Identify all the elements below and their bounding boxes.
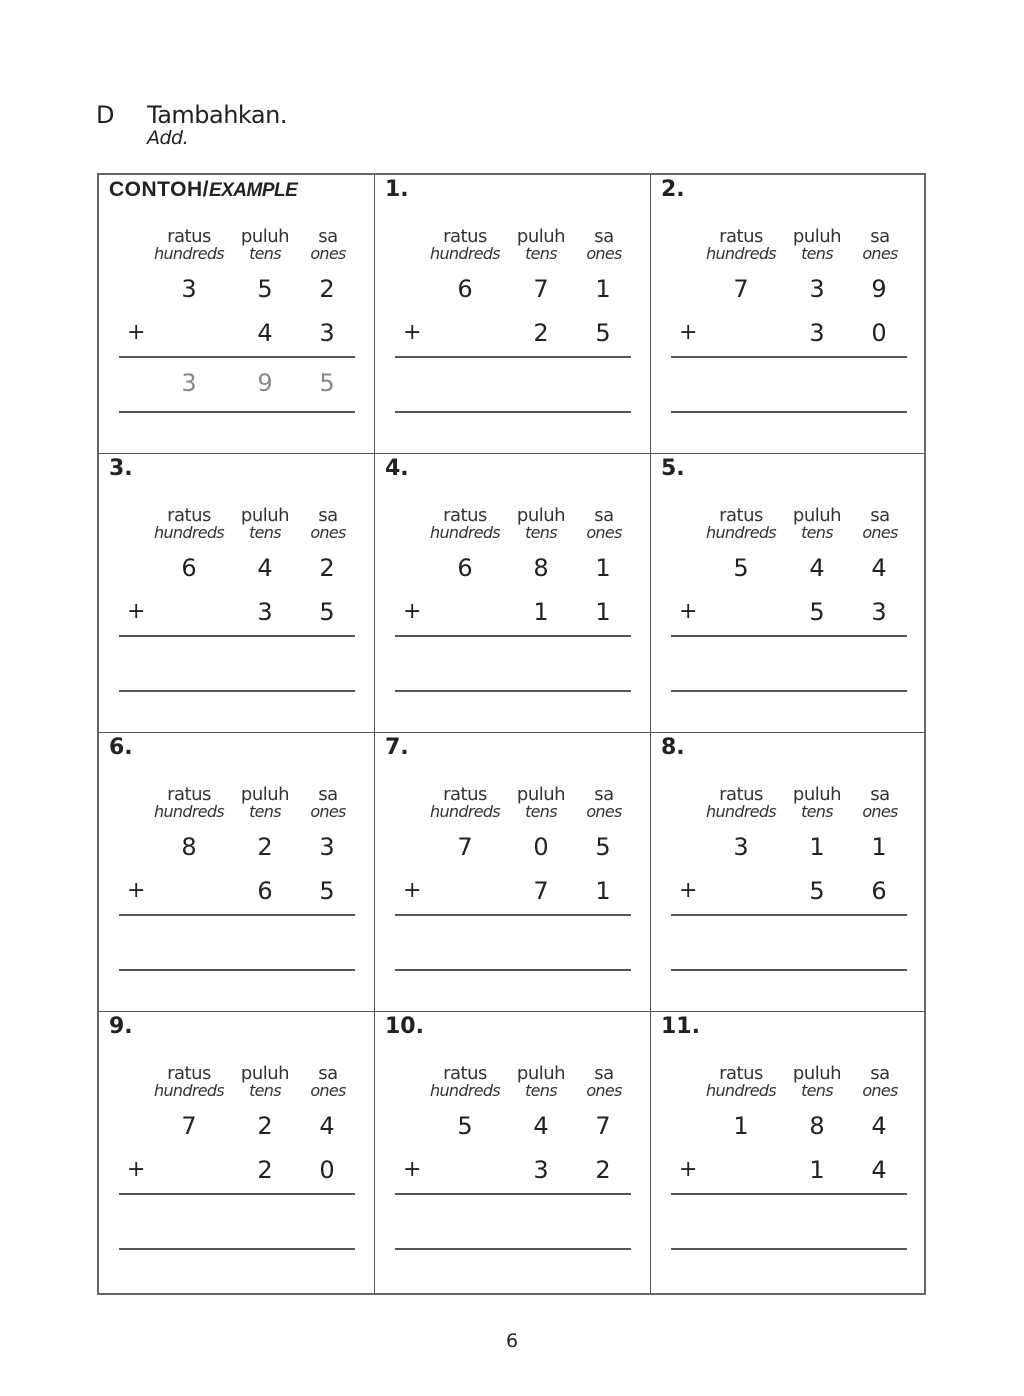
- plus-sign: +: [679, 320, 698, 345]
- answer-line[interactable]: [119, 690, 355, 692]
- header-tens-ms: puluh: [792, 505, 842, 526]
- problem-cell-1: [375, 175, 651, 454]
- header-tens-ms: puluh: [240, 226, 290, 247]
- bottom-tens: 7: [533, 877, 549, 905]
- header-hundreds-en: hundreds: [430, 244, 500, 263]
- bottom-ones: 6: [871, 877, 887, 905]
- header-tens-en: tens: [249, 1081, 281, 1100]
- plus-sign: +: [679, 878, 698, 903]
- header-tens-ms: puluh: [792, 784, 842, 805]
- problem-cell-9: [99, 1012, 375, 1293]
- problem-number: 10.: [385, 1014, 424, 1039]
- header-ones-ms: sa: [318, 784, 338, 805]
- plus-sign: +: [403, 599, 422, 624]
- header-ones-ms: sa: [870, 1063, 890, 1084]
- header-hundreds-ms: ratus: [443, 505, 487, 526]
- header-ones-ms: sa: [594, 226, 614, 247]
- header-hundreds: [701, 507, 781, 541]
- answer-line[interactable]: [395, 690, 631, 692]
- bottom-ones: 0: [871, 319, 887, 347]
- top-ones: 5: [595, 833, 611, 861]
- plus-sign: +: [127, 320, 146, 345]
- header-ones-ms: sa: [870, 784, 890, 805]
- top-hundreds: 7: [733, 275, 749, 303]
- header-ones-ms: sa: [870, 226, 890, 247]
- example-label-main: CONTOH/: [109, 178, 209, 201]
- header-tens-ms: puluh: [240, 505, 290, 526]
- top-tens: 4: [809, 554, 825, 582]
- problem-number: 11.: [661, 1014, 700, 1039]
- header-hundreds-ms: ratus: [443, 784, 487, 805]
- bottom-tens: 5: [809, 877, 825, 905]
- sum-line: [119, 914, 355, 916]
- header-tens-ms: puluh: [792, 1063, 842, 1084]
- header-hundreds-en: hundreds: [154, 244, 224, 263]
- header-ones-ms: sa: [318, 505, 338, 526]
- top-ones: 4: [871, 554, 887, 582]
- top-ones: 7: [595, 1112, 611, 1140]
- bottom-ones: 1: [595, 598, 611, 626]
- problem-cell-7: [375, 733, 651, 1012]
- top-hundreds: 6: [457, 275, 473, 303]
- header-tens-ms: puluh: [240, 1063, 290, 1084]
- bottom-ones: 5: [319, 598, 335, 626]
- plus-sign: +: [127, 599, 146, 624]
- header-tens-ms: puluh: [516, 1063, 566, 1084]
- header-tens-en: tens: [249, 802, 281, 821]
- problem-number: 7.: [385, 735, 409, 760]
- header-hundreds-en: hundreds: [430, 523, 500, 542]
- bottom-tens: 6: [257, 877, 273, 905]
- header-hundreds: [701, 228, 781, 262]
- header-hundreds-ms: ratus: [167, 1063, 211, 1084]
- answer-line[interactable]: [395, 411, 631, 413]
- answer-line[interactable]: [119, 969, 355, 971]
- sum-line: [671, 356, 907, 358]
- header-ones: [855, 786, 905, 820]
- answer-line[interactable]: [395, 969, 631, 971]
- top-hundreds: 6: [181, 554, 197, 582]
- top-hundreds: 8: [181, 833, 197, 861]
- answer-line[interactable]: [671, 969, 907, 971]
- answer-hundreds: 3: [181, 369, 197, 397]
- plus-sign: +: [127, 878, 146, 903]
- header-ones-ms: sa: [594, 1063, 614, 1084]
- bottom-ones: 4: [871, 1156, 887, 1184]
- answer-tens: 9: [257, 369, 273, 397]
- header-hundreds-en: hundreds: [430, 802, 500, 821]
- top-hundreds: 5: [733, 554, 749, 582]
- bottom-tens: 5: [809, 598, 825, 626]
- top-ones: 2: [319, 275, 335, 303]
- header-ones: [303, 1065, 353, 1099]
- header-tens-en: tens: [525, 523, 557, 542]
- header-ones: [579, 228, 629, 262]
- exercise-grid: [97, 173, 926, 1295]
- header-ones-en: ones: [310, 523, 346, 542]
- header-hundreds-en: hundreds: [154, 523, 224, 542]
- page-number: 6: [505, 1330, 519, 1352]
- header-ones-en: ones: [586, 244, 622, 263]
- header-ones-en: ones: [310, 1081, 346, 1100]
- header-tens-en: tens: [249, 523, 281, 542]
- section-letter: D: [96, 101, 115, 129]
- sum-line: [395, 356, 631, 358]
- bottom-tens: 2: [257, 1156, 273, 1184]
- sum-line: [671, 635, 907, 637]
- header-hundreds-ms: ratus: [719, 226, 763, 247]
- sum-line: [119, 356, 355, 358]
- header-tens-en: tens: [249, 244, 281, 263]
- example-label-italic: EXAMPLE: [208, 180, 298, 201]
- top-tens: 2: [257, 833, 273, 861]
- top-hundreds: 3: [733, 833, 749, 861]
- header-tens: [789, 786, 845, 820]
- header-hundreds-en: hundreds: [154, 802, 224, 821]
- top-ones: 9: [871, 275, 887, 303]
- top-tens: 2: [257, 1112, 273, 1140]
- header-tens: [513, 1065, 569, 1099]
- top-hundreds: 1: [733, 1112, 749, 1140]
- instruction-title: Tambahkan.: [147, 101, 287, 129]
- answer-line: [119, 411, 355, 413]
- plus-sign: +: [679, 599, 698, 624]
- sum-line: [119, 635, 355, 637]
- top-tens: 7: [533, 275, 549, 303]
- sum-line: [671, 914, 907, 916]
- header-tens-en: tens: [801, 802, 833, 821]
- header-ones-en: ones: [862, 244, 898, 263]
- top-tens: 4: [257, 554, 273, 582]
- header-tens-ms: puluh: [516, 505, 566, 526]
- header-ones-en: ones: [310, 802, 346, 821]
- sum-line: [671, 1193, 907, 1195]
- bottom-tens: 3: [257, 598, 273, 626]
- problem-number: 6.: [109, 735, 133, 760]
- top-ones: 1: [595, 554, 611, 582]
- answer-line[interactable]: [395, 1248, 631, 1250]
- bottom-tens: 2: [533, 319, 549, 347]
- top-tens: 8: [809, 1112, 825, 1140]
- header-hundreds: [701, 1065, 781, 1099]
- problem-cell-2: [651, 175, 924, 454]
- sum-line: [119, 1193, 355, 1195]
- header-ones-en: ones: [586, 802, 622, 821]
- problem-number: 3.: [109, 456, 133, 481]
- top-hundreds: 6: [457, 554, 473, 582]
- header-hundreds: [425, 1065, 505, 1099]
- header-hundreds: [149, 1065, 229, 1099]
- header-tens-ms: puluh: [240, 784, 290, 805]
- sum-line: [395, 1193, 631, 1195]
- top-ones: 2: [319, 554, 335, 582]
- problem-cell-4: [375, 454, 651, 733]
- top-ones: 1: [595, 275, 611, 303]
- bottom-ones: 1: [595, 877, 611, 905]
- header-ones: [303, 507, 353, 541]
- header-ones: [579, 507, 629, 541]
- header-tens: [513, 786, 569, 820]
- top-hundreds: 7: [181, 1112, 197, 1140]
- top-tens: 5: [257, 275, 273, 303]
- plus-sign: +: [403, 1157, 422, 1182]
- header-tens: [789, 228, 845, 262]
- top-ones: 4: [319, 1112, 335, 1140]
- top-hundreds: 7: [457, 833, 473, 861]
- answer-line[interactable]: [671, 1248, 907, 1250]
- problem-number: 8.: [661, 735, 685, 760]
- header-tens: [513, 507, 569, 541]
- header-hundreds-ms: ratus: [443, 226, 487, 247]
- bottom-ones: 0: [319, 1156, 335, 1184]
- header-hundreds-ms: ratus: [719, 505, 763, 526]
- header-tens-ms: puluh: [792, 226, 842, 247]
- header-tens-en: tens: [801, 523, 833, 542]
- bottom-tens: 3: [533, 1156, 549, 1184]
- header-hundreds-ms: ratus: [167, 226, 211, 247]
- problem-cell-11: [651, 1012, 924, 1293]
- header-tens-en: tens: [801, 1081, 833, 1100]
- header-ones-ms: sa: [870, 505, 890, 526]
- header-hundreds-ms: ratus: [167, 505, 211, 526]
- header-tens-en: tens: [525, 1081, 557, 1100]
- header-ones-ms: sa: [318, 226, 338, 247]
- problem-number: 2.: [661, 177, 685, 202]
- top-ones: 1: [871, 833, 887, 861]
- header-ones: [303, 786, 353, 820]
- top-ones: 4: [871, 1112, 887, 1140]
- header-hundreds: [425, 507, 505, 541]
- header-hundreds-ms: ratus: [719, 1063, 763, 1084]
- header-ones: [855, 228, 905, 262]
- bottom-tens: 3: [809, 319, 825, 347]
- top-tens: 4: [533, 1112, 549, 1140]
- bottom-tens: 4: [257, 319, 273, 347]
- answer-line[interactable]: [671, 690, 907, 692]
- header-ones-ms: sa: [318, 1063, 338, 1084]
- header-tens-en: tens: [525, 802, 557, 821]
- problem-cell-8: [651, 733, 924, 1012]
- problem-number: 4.: [385, 456, 409, 481]
- header-hundreds: [701, 786, 781, 820]
- header-hundreds-ms: ratus: [443, 1063, 487, 1084]
- instruction-subtitle: Add.: [147, 127, 189, 149]
- top-tens: 8: [533, 554, 549, 582]
- bottom-ones: 3: [319, 319, 335, 347]
- header-ones: [579, 1065, 629, 1099]
- top-hundreds: 3: [181, 275, 197, 303]
- header-tens: [237, 1065, 293, 1099]
- header-tens-ms: puluh: [516, 226, 566, 247]
- problem-cell-3: [99, 454, 375, 733]
- sum-line: [395, 914, 631, 916]
- header-hundreds-ms: ratus: [719, 784, 763, 805]
- header-tens: [237, 786, 293, 820]
- header-ones-ms: sa: [594, 784, 614, 805]
- top-ones: 3: [319, 833, 335, 861]
- header-ones-ms: sa: [594, 505, 614, 526]
- header-ones-en: ones: [310, 244, 346, 263]
- header-hundreds-en: hundreds: [706, 523, 776, 542]
- problem-number: 5.: [661, 456, 685, 481]
- bottom-tens: 1: [533, 598, 549, 626]
- header-ones: [855, 1065, 905, 1099]
- bottom-ones: 5: [319, 877, 335, 905]
- header-ones: [303, 228, 353, 262]
- header-ones-en: ones: [586, 523, 622, 542]
- header-ones: [855, 507, 905, 541]
- header-ones-en: ones: [862, 802, 898, 821]
- header-tens: [789, 507, 845, 541]
- plus-sign: +: [679, 1157, 698, 1182]
- header-tens: [789, 1065, 845, 1099]
- header-hundreds: [425, 786, 505, 820]
- header-hundreds: [425, 228, 505, 262]
- header-tens: [237, 228, 293, 262]
- bottom-ones: 2: [595, 1156, 611, 1184]
- top-tens: 0: [533, 833, 549, 861]
- header-tens: [513, 228, 569, 262]
- bottom-ones: 5: [595, 319, 611, 347]
- header-hundreds: [149, 507, 229, 541]
- plus-sign: +: [127, 1157, 146, 1182]
- header-tens-en: tens: [525, 244, 557, 263]
- bottom-ones: 3: [871, 598, 887, 626]
- header-ones-en: ones: [586, 1081, 622, 1100]
- header-hundreds: [149, 228, 229, 262]
- header-ones-en: ones: [862, 1081, 898, 1100]
- header-tens: [237, 507, 293, 541]
- header-hundreds-en: hundreds: [706, 1081, 776, 1100]
- header-hundreds-ms: ratus: [167, 784, 211, 805]
- header-ones: [579, 786, 629, 820]
- header-hundreds-en: hundreds: [154, 1081, 224, 1100]
- header-hundreds-en: hundreds: [430, 1081, 500, 1100]
- problem-cell-6: [99, 733, 375, 1012]
- header-tens-ms: puluh: [516, 784, 566, 805]
- problem-number: 9.: [109, 1014, 133, 1039]
- plus-sign: +: [403, 878, 422, 903]
- example-label: [109, 178, 297, 202]
- problem-cell-10: [375, 1012, 651, 1293]
- example-cell: [99, 175, 375, 454]
- header-ones-en: ones: [862, 523, 898, 542]
- top-tens: 1: [809, 833, 825, 861]
- bottom-tens: 1: [809, 1156, 825, 1184]
- header-hundreds-en: hundreds: [706, 244, 776, 263]
- header-hundreds-en: hundreds: [706, 802, 776, 821]
- header-tens-en: tens: [801, 244, 833, 263]
- problem-number: 1.: [385, 177, 409, 202]
- answer-line[interactable]: [671, 411, 907, 413]
- top-hundreds: 5: [457, 1112, 473, 1140]
- sum-line: [395, 635, 631, 637]
- problem-cell-5: [651, 454, 924, 733]
- plus-sign: +: [403, 320, 422, 345]
- answer-line[interactable]: [119, 1248, 355, 1250]
- header-hundreds: [149, 786, 229, 820]
- top-tens: 3: [809, 275, 825, 303]
- answer-ones: 5: [319, 369, 335, 397]
